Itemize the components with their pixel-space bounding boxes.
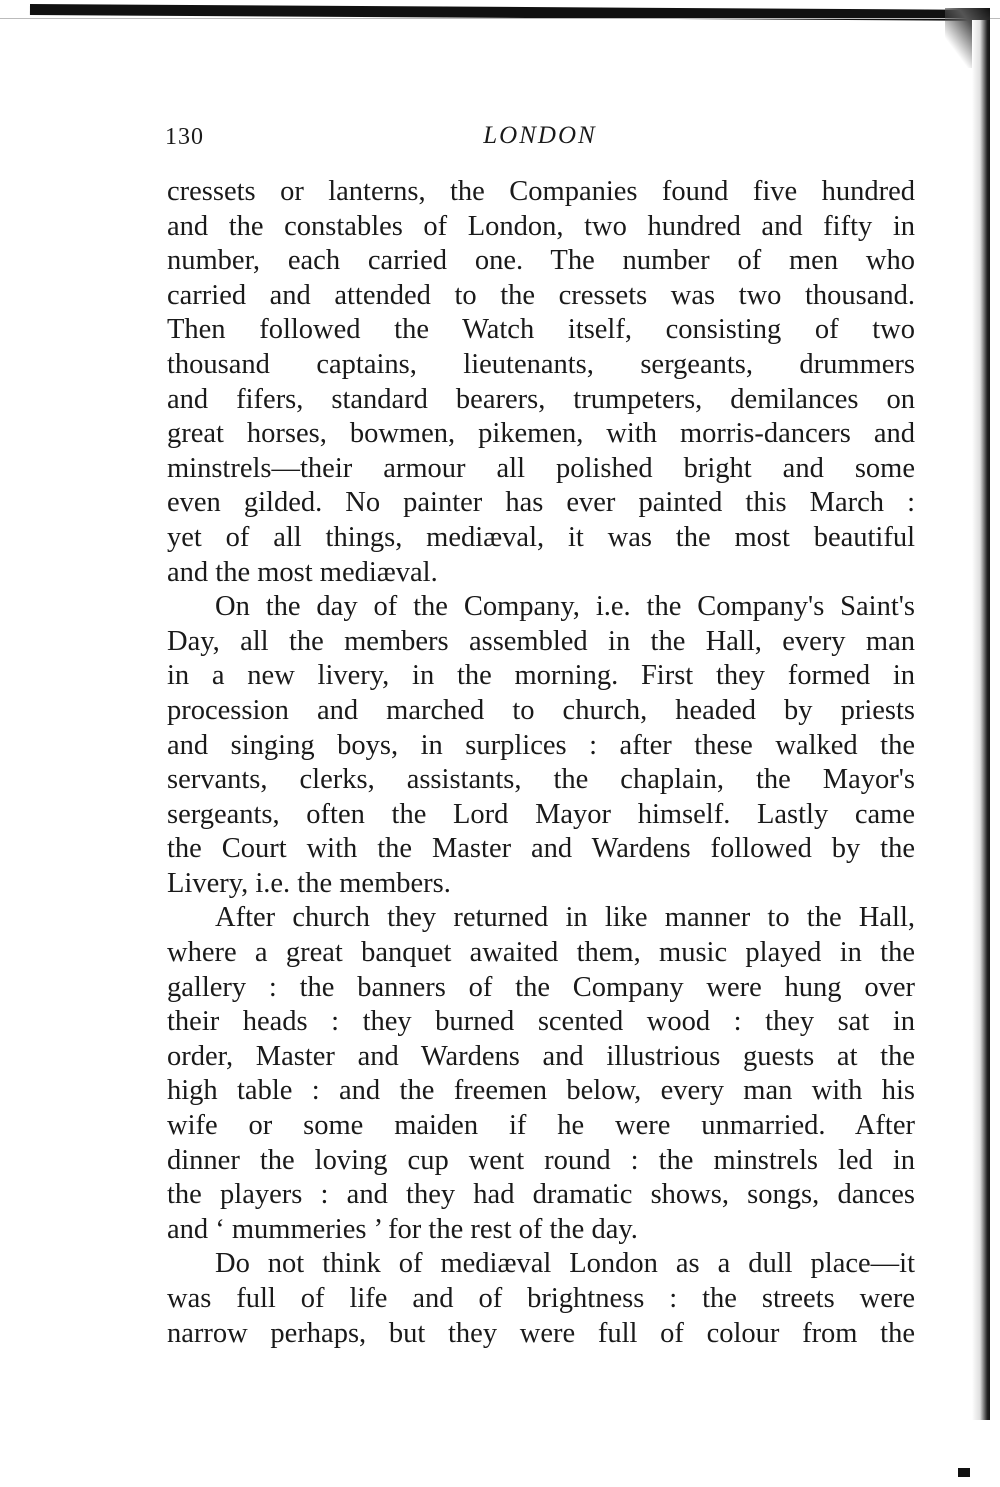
text-line: narrow perhaps, but they were full of colour from the bbox=[167, 1317, 915, 1349]
page-header bbox=[165, 120, 915, 160]
body-text bbox=[167, 175, 915, 1351]
page-binding-edge bbox=[972, 20, 990, 1420]
text-line: the Court with the Master and Wardens followed by the bbox=[167, 833, 915, 865]
scan-corner-mark bbox=[958, 1468, 970, 1477]
text-line: even gilded. No painter has ever painted this March : bbox=[167, 487, 915, 519]
page-number: 130 bbox=[165, 124, 204, 150]
paragraph-4 bbox=[167, 1247, 915, 1351]
text-line: thousand captains, lieutenants, sergeants, drummers bbox=[167, 348, 915, 380]
paragraph-3 bbox=[167, 901, 915, 1247]
text-line: their heads : they burned scented wood : they sat in bbox=[167, 1006, 915, 1038]
text-line: in a new livery, in the morning. First they formed in bbox=[167, 660, 915, 692]
text-line: minstrels—their armour all polished bright and some bbox=[167, 452, 915, 484]
text-line: great horses, bowmen, pikemen, with morris-dancers and bbox=[167, 418, 915, 450]
text-line: carried and attended to the cressets was two thousand. bbox=[167, 279, 915, 311]
text-line: where a great banquet awaited them, music played in the bbox=[167, 937, 915, 969]
text-line: Then followed the Watch itself, consisting of two bbox=[167, 314, 915, 346]
text-line: sergeants, often the Lord Mayor himself. Lastly came bbox=[167, 798, 915, 830]
paragraph-2 bbox=[167, 590, 915, 901]
text-line: dinner the loving cup went round : the minstrels led in bbox=[167, 1144, 915, 1176]
text-line: and the most mediæval. bbox=[167, 556, 438, 588]
text-line: high table : and the freemen below, every man with his bbox=[167, 1075, 915, 1107]
text-line: servants, clerks, assistants, the chaplain, the Mayor's bbox=[167, 764, 915, 796]
text-line: Do not think of mediæval London as a dull place—it bbox=[215, 1248, 915, 1280]
text-line: and ‘ mummeries ’ for the rest of the day. bbox=[167, 1213, 638, 1245]
text-line: was full of life and of brightness : the streets were bbox=[167, 1283, 915, 1314]
text-line: the players : and they had dramatic shows, songs, dances bbox=[167, 1179, 915, 1211]
text-line: gallery : the banners of the Company were hung over bbox=[167, 971, 915, 1003]
text-line: wife or some maiden if he were unmarried. After bbox=[167, 1110, 915, 1142]
text-line: Day, all the members assembled in the Hall, every man bbox=[167, 625, 915, 657]
paragraph-1 bbox=[167, 175, 915, 590]
running-title: LONDON bbox=[483, 122, 597, 149]
text-line: On the day of the Company, i.e. the Company's Saint's bbox=[215, 591, 915, 623]
text-line: number, each carried one. The number of men who bbox=[167, 245, 915, 277]
text-line: procession and marched to church, headed by priests bbox=[167, 694, 915, 726]
text-line: After church they returned in like manner to the Hall, bbox=[215, 902, 915, 934]
text-line: and fifers, standard bearers, trumpeters, demilances on bbox=[167, 383, 915, 415]
top-border-hairline bbox=[0, 18, 1000, 19]
text-line: and the constables of London, two hundred and fifty in bbox=[167, 210, 915, 242]
text-line: Livery, i.e. the members. bbox=[167, 867, 451, 899]
text-line: and singing boys, in surplices : after these walked the bbox=[167, 729, 915, 761]
text-line: yet of all things, mediæval, it was the most beautiful bbox=[167, 521, 915, 553]
text-line: order, Master and Wardens and illustrious guests at the bbox=[167, 1040, 915, 1072]
text-line: cressets or lanterns, the Companies found five hundred bbox=[167, 176, 915, 207]
